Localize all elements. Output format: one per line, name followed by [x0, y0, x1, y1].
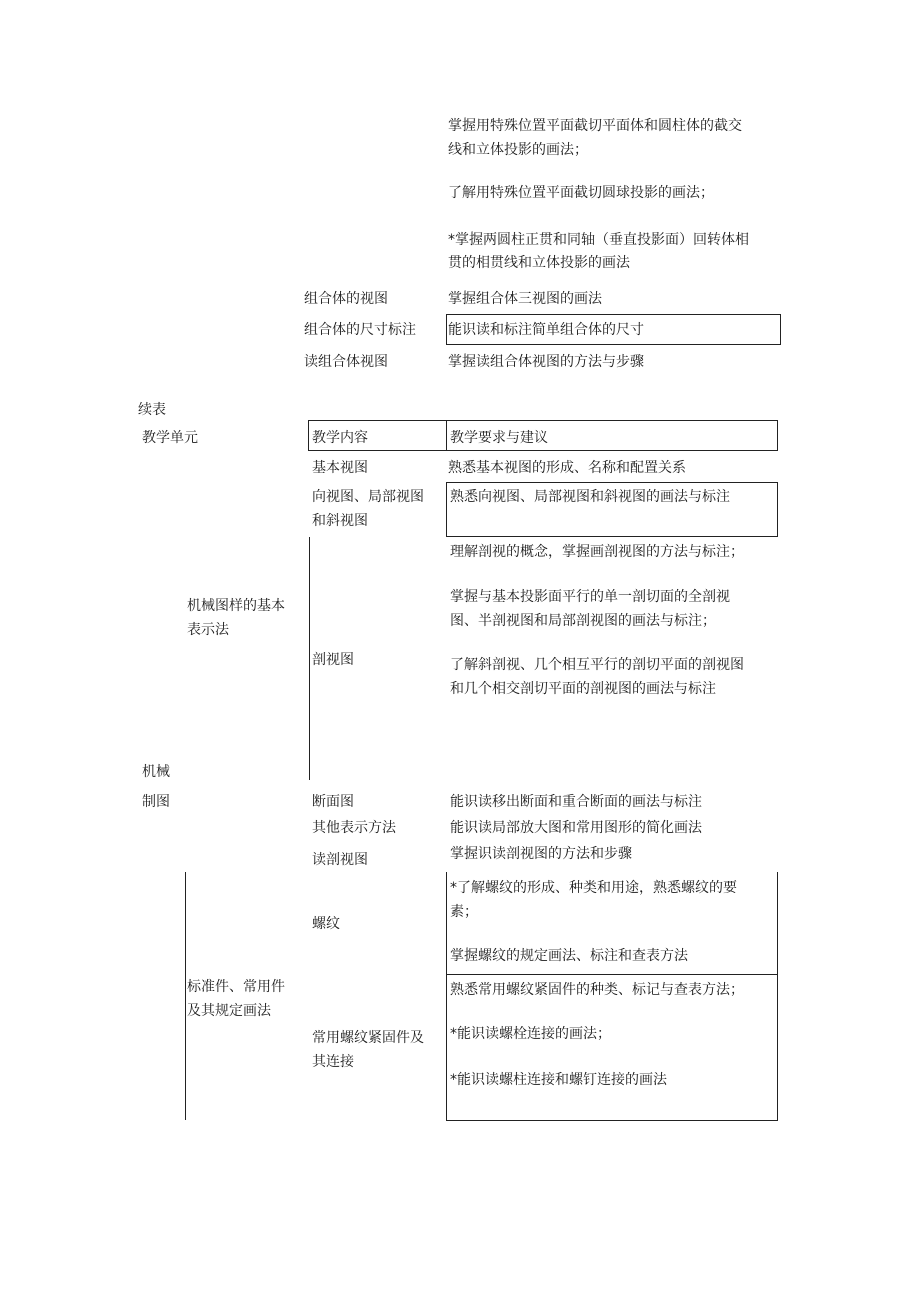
section-view-left-border	[309, 537, 310, 780]
other-methods-content: 其他表示方法	[312, 820, 396, 836]
group2-name-line1: 标准件、常用件	[187, 979, 285, 995]
content-combo-dimension: 组合体的尺寸标注	[304, 322, 416, 338]
req-through-line2: 贯的相贯线和立体投影的画法	[448, 255, 630, 271]
thread-box-left	[446, 872, 447, 975]
fasteners-req2: *能识读螺栓连接的画法；	[450, 1026, 611, 1042]
directional-view-requirement: 熟悉向视图、局部视图和斜视图的画法与标注	[450, 489, 730, 505]
header-unit: 教学单元	[142, 430, 198, 446]
header-content: 教学内容	[312, 430, 368, 446]
section-view-req3-line2: 和几个相交剖切平面的剖视图的画法与标注	[450, 681, 716, 697]
thread-content: 螺纹	[312, 916, 340, 932]
section-view-req3-line1: 了解斜剖视、几个相互平行的剖切平面的剖视图	[450, 657, 744, 673]
content-read-combo: 读组合体视图	[304, 354, 388, 370]
basic-view-requirement: 熟悉基本视图的形成、名称和配置关系	[448, 460, 686, 476]
group1-name-line1: 机械图样的基本	[187, 598, 285, 614]
continued-label: 续表	[138, 402, 166, 418]
section-view-req2-line1: 掌握与基本投影面平行的单一剖切面的全剖视	[450, 589, 730, 605]
thread-box-right	[777, 872, 778, 975]
req-sphere: 了解用特殊位置平面截切圆球投影的画法；	[448, 185, 714, 201]
section-view-req1: 理解剖视的概念，掌握画剖视图的方法与标注；	[450, 544, 744, 560]
req-intersect-line2: 线和立体投影的画法；	[448, 142, 588, 158]
req-intersect-line1: 掌握用特殊位置平面截切平面体和圆柱体的截交	[448, 118, 742, 134]
req-combo-dimension: 能识读和标注简单组合体的尺寸	[448, 322, 644, 338]
req-combo-view: 掌握组合体三视图的画法	[448, 291, 602, 307]
group2-name-line2: 及其规定画法	[187, 1003, 271, 1019]
header-divider	[446, 420, 447, 451]
fasteners-content-line2: 其连接	[312, 1054, 354, 1070]
content-combo-view: 组合体的视图	[304, 291, 388, 307]
fasteners-req1: 熟悉常用螺纹紧固件的种类、标记与查表方法；	[450, 982, 744, 998]
unit-main-line1: 机械	[142, 764, 170, 780]
header-requirement: 教学要求与建议	[450, 430, 548, 446]
read-section-content: 读剖视图	[312, 852, 368, 868]
basic-view-content: 基本视图	[312, 460, 368, 476]
fasteners-content-line1: 常用螺纹紧固件及	[312, 1030, 424, 1046]
unit-main-line2: 制图	[142, 794, 170, 810]
thread-req1-line1: *了解螺纹的形成、种类和用途，熟悉螺纹的要	[450, 880, 737, 896]
section-view-content: 剖视图	[312, 652, 354, 668]
read-section-requirement: 掌握识读剖视图的方法和步骤	[450, 846, 632, 862]
directional-view-content-line2: 和斜视图	[312, 513, 368, 529]
cross-section-content: 断面图	[312, 794, 354, 810]
req-through-line1: *掌握两圆柱正贯和同轴（垂直投影面）回转体相	[448, 232, 749, 248]
directional-view-content-line1: 向视图、局部视图	[312, 489, 424, 505]
thread-req1-line2: 素；	[450, 904, 478, 920]
fasteners-req3: *能识读螺柱连接和螺钉连接的画法	[450, 1072, 667, 1088]
group2-left-border	[185, 872, 186, 1120]
other-methods-requirement: 能识读局部放大图和常用图形的简化画法	[450, 820, 702, 836]
group1-name-line2: 表示法	[187, 622, 229, 638]
thread-req2: 掌握螺纹的规定画法、标注和查表方法	[450, 948, 688, 964]
cross-section-requirement: 能识读移出断面和重合断面的画法与标注	[450, 794, 702, 810]
req-read-combo: 掌握读组合体视图的方法与步骤	[448, 354, 644, 370]
section-view-req2-line2: 图、半剖视图和局部剖视图的画法与标注；	[450, 613, 716, 629]
